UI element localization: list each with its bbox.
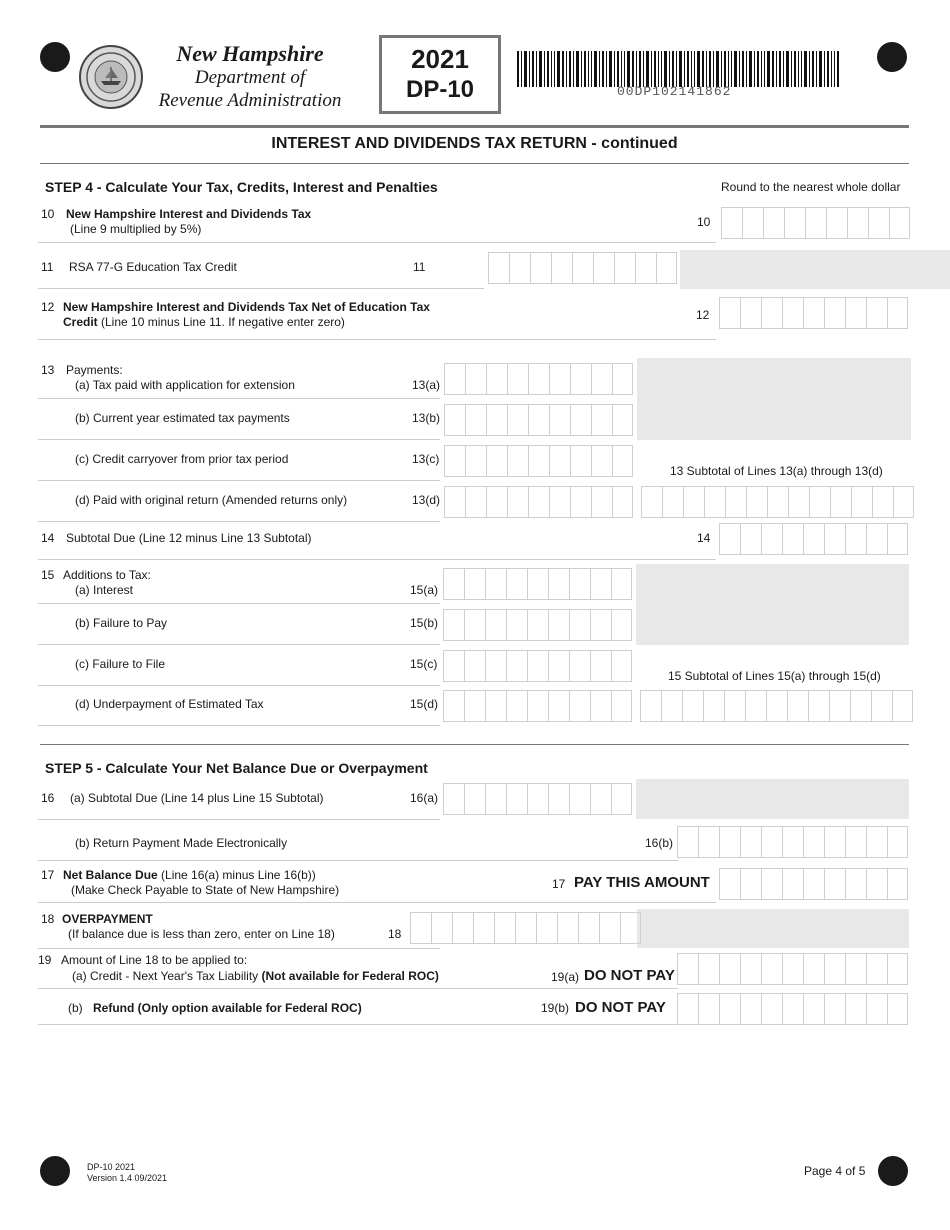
line15-title: Additions to Tax:: [63, 568, 151, 582]
line15a-separator: [38, 603, 440, 604]
line14-number: 14: [41, 531, 55, 545]
line15b-amount-field[interactable]: [443, 609, 632, 641]
line15b-box-label: 15(b): [410, 616, 439, 630]
line10-amount-field[interactable]: [721, 207, 910, 239]
line13-shaded-area: [637, 358, 911, 440]
registration-mark-top-right: [877, 42, 907, 72]
line10-box-label: 10: [697, 215, 711, 229]
line13a-amount-field[interactable]: [444, 363, 633, 395]
line15a-amount-field[interactable]: [443, 568, 632, 600]
line14-amount-field[interactable]: [719, 523, 908, 555]
line13a-text: (a) Tax paid with application for extension: [75, 378, 295, 392]
line18-title: OVERPAYMENT: [62, 912, 153, 926]
line13d-text: (d) Paid with original return (Amended returns only): [75, 493, 348, 507]
registration-mark-bottom-right: [878, 1156, 908, 1186]
line19b-amount-field[interactable]: [677, 993, 908, 1025]
line10-number: 10: [41, 207, 55, 221]
line13b-separator: [38, 439, 440, 440]
agency-name: [145, 42, 355, 112]
barcode-icon: [517, 51, 839, 87]
line11-box-label: 11: [413, 260, 426, 274]
line11-amount-field[interactable]: [488, 252, 677, 284]
line13-title: Payments:: [66, 363, 123, 377]
form-id-box: [379, 35, 501, 114]
line13d-separator: [38, 521, 440, 522]
line15b-text: (b) Failure to Pay: [75, 616, 168, 630]
line11-number: 11: [41, 260, 54, 274]
line16a-box-label: 16(a): [410, 791, 439, 805]
agency-line3: Revenue Administration: [158, 90, 342, 111]
line13b-amount-field[interactable]: [444, 404, 633, 436]
state-seal-icon: [79, 45, 143, 109]
line13c-text: (c) Credit carryover from prior tax period: [75, 452, 289, 466]
line13c-amount-field[interactable]: [444, 445, 633, 477]
line12-separator: [38, 339, 716, 340]
line18-separator: [38, 948, 440, 949]
line11-shaded-area: [680, 250, 950, 289]
line17-title: Net Balance Due: [63, 868, 158, 882]
line15-subtotal-label: 15 Subtotal of Lines 15(a) through 15(d): [668, 669, 881, 683]
line15c-separator: [38, 685, 440, 686]
line17-title-row: [63, 868, 316, 883]
line12-amount-field[interactable]: [719, 297, 908, 329]
line15c-text: (c) Failure to File: [75, 657, 166, 671]
line15-shaded-area: [636, 564, 909, 645]
line13d-amount-field[interactable]: [444, 486, 633, 518]
line14-separator: [38, 559, 716, 560]
line15d-amount-field[interactable]: [443, 690, 632, 722]
pay-this-amount-label: PAY THIS AMOUNT: [574, 874, 710, 891]
registration-mark-top-left: [40, 42, 70, 72]
line13d-box-label: 13(d): [412, 493, 441, 507]
line12-title: New Hampshire Interest and Dividends Tax Net of Education Tax: [63, 300, 430, 314]
line13b-text: (b) Current year estimated tax payments: [75, 411, 290, 425]
line19a-row: [72, 969, 439, 984]
line19-number: 19: [38, 953, 52, 967]
footer-version: Version 1.4 09/2021: [87, 1173, 168, 1183]
line19b-separator: [38, 1024, 678, 1025]
header-rule: [40, 125, 909, 128]
form-number: DP-10: [405, 76, 475, 103]
line19a-text: (a) Credit - Next Year's Tax Liability: [72, 969, 262, 983]
line14-text: Subtotal Due (Line 12 minus Line 13 Subtotal): [66, 531, 312, 545]
line16b-box-label: 16(b): [645, 836, 674, 850]
step4-heading: STEP 4 - Calculate Your Tax, Credits, Interest and Penalties: [45, 179, 438, 195]
line19b-do-not-pay: DO NOT PAY: [575, 999, 666, 1016]
line11-text: RSA 77-G Education Tax Credit: [69, 260, 237, 274]
line17-box-label: 17: [552, 877, 566, 891]
line19a-box-label: 19(a): [551, 970, 580, 984]
line13a-box-label: 13(a): [412, 378, 441, 392]
line18-number: 18: [41, 912, 55, 926]
line17-subtitle: (Make Check Payable to State of New Hampshire): [71, 883, 340, 897]
line12-title-cont: Credit: [63, 315, 98, 329]
line12-subtitle: (Line 10 minus Line 11. If negative enter zero): [97, 315, 345, 329]
line15b-separator: [38, 644, 440, 645]
line18-box-label: 18: [388, 927, 402, 941]
line13a-separator: [38, 398, 440, 399]
line16a-text: (a) Subtotal Due (Line 14 plus Line 15 Subtotal): [70, 791, 324, 805]
line13-subtotal-label: 13 Subtotal of Lines 13(a) through 13(d): [670, 464, 883, 478]
line17-separator: [38, 902, 716, 903]
line16b-text: (b) Return Payment Made Electronically: [75, 836, 288, 850]
line13c-box-label: 13(c): [412, 452, 440, 466]
line19a-do-not-pay: DO NOT PAY: [584, 967, 675, 984]
line13-number: 13: [41, 363, 55, 377]
agency-line1: New Hampshire: [176, 41, 324, 66]
round-note: Round to the nearest whole dollar: [721, 180, 901, 194]
line11-separator: [38, 288, 484, 289]
line16a-amount-field[interactable]: [443, 783, 632, 815]
line12-box-label: 12: [696, 308, 710, 322]
line16b-amount-field[interactable]: [677, 826, 908, 858]
line19b-label: (b): [68, 1001, 83, 1015]
line17-amount-field[interactable]: [719, 868, 908, 900]
line16-shaded-area: [636, 779, 909, 819]
line13b-box-label: 13(b): [412, 411, 441, 425]
line19b-box-label: 19(b): [541, 1001, 570, 1015]
line15c-amount-field[interactable]: [443, 650, 632, 682]
page-title: INTEREST AND DIVIDENDS TAX RETURN - continued: [271, 135, 678, 152]
line16-number: 16: [41, 791, 55, 805]
line19a-separator: [38, 988, 678, 989]
line15d-separator: [38, 725, 440, 726]
line19a-amount-field[interactable]: [677, 953, 908, 985]
line16b-separator: [38, 860, 678, 861]
form-year: 2021: [411, 44, 469, 74]
line10-title: New Hampshire Interest and Dividends Tax: [66, 207, 312, 221]
agency-line2: Department of: [194, 67, 306, 88]
line13c-separator: [38, 480, 440, 481]
footer-form-id: DP-10 2021: [87, 1162, 136, 1172]
line15c-box-label: 15(c): [410, 657, 438, 671]
line18-subtitle: (If balance due is less than zero, enter on Line 18): [68, 927, 335, 941]
line18-shaded-area: [637, 909, 909, 948]
page-number: Page 4 of 5: [804, 1164, 866, 1178]
line12-line2: [63, 315, 345, 330]
line15d-text: (d) Underpayment of Estimated Tax: [75, 697, 264, 711]
line19-title: Amount of Line 18 to be applied to:: [61, 953, 248, 967]
line15d-box-label: 15(d): [410, 697, 439, 711]
line13-subtotal-field[interactable]: [641, 486, 914, 518]
line10-subtitle: (Line 9 multiplied by 5%): [70, 222, 202, 236]
line15-number: 15: [41, 568, 55, 582]
line15a-box-label: 15(a): [410, 583, 439, 597]
barcode-number: 00DP102141862: [617, 84, 732, 99]
line15-subtotal-field[interactable]: [640, 690, 913, 722]
line19a-bold: (Not available for Federal ROC): [261, 969, 439, 983]
step5-heading: STEP 5 - Calculate Your Net Balance Due or Overpayment: [45, 760, 428, 776]
title-rule: [40, 163, 909, 164]
line12-number: 12: [41, 300, 55, 314]
line17-number: 17: [41, 868, 55, 882]
line19b-text: Refund (Only option available for Federal ROC): [93, 1001, 362, 1015]
line17-title-rest: (Line 16(a) minus Line 16(b)): [157, 868, 316, 882]
line16a-separator: [38, 819, 440, 820]
line15a-text: (a) Interest: [75, 583, 134, 597]
registration-mark-bottom-left: [40, 1156, 70, 1186]
line10-separator: [38, 242, 716, 243]
line18-amount-field[interactable]: [410, 912, 641, 944]
step5-rule: [40, 744, 909, 745]
line14-box-label: 14: [697, 531, 711, 545]
